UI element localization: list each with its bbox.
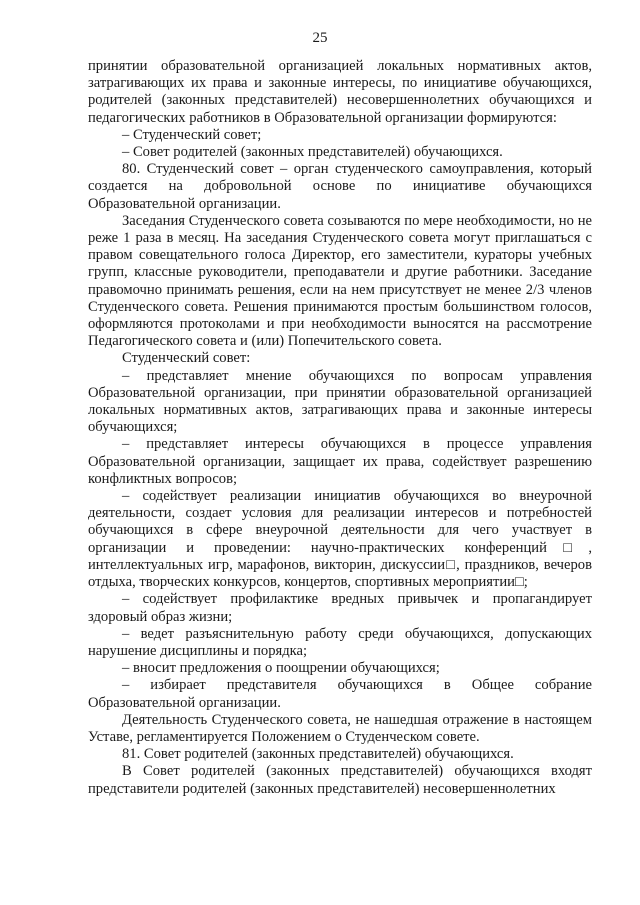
list-item: – представляет мнение обучающихся по вопросам управления Образовательной организации, при принятии образовательной организацией локальных нормативных актов, затрагивающих права и законные интересы обучающихся; [88,367,592,436]
paragraph: Студенческий совет: [122,350,251,367]
list-item: – Студенческий совет; [122,126,262,143]
section-heading: 81. Совет родителей (законных представителей) обучающихся. [122,746,514,763]
list-item: – содействует профилактике вредных привычек и пропагандирует здоровый образ жизни; [88,591,592,625]
paragraph: Заседания Студенческого совета созываются по мере необходимости, но не реже 1 раза в месяц. На заседания Студенческого совета могут приглашаться с правом совещательного голоса Директор, его заместители, кураторы учебных групп, классные руководители, преподаватели и другие работники. Заседание правомочно принимать решения, если на нем присутствует не менее 2/3 членов Студенческого совета. Решения принимаются простым большинством голосов, оформляются протоколами и при необходимости выносятся на рассмотрение Педагогического совета и (или) Попечительского совета. [88,212,592,350]
list-item: – избирает представителя обучающихся в Общее собрание Образовательной организации. [88,677,592,711]
list-item: – представляет интересы обучающихся в процессе управления Образовательной организации, защищает их права, содействует разрешению конфликтных вопросов; [88,436,592,487]
list-item: – ведет разъяснительную работу среди обучающихся, допускающих нарушение дисциплины и порядка; [88,625,592,659]
list-item: – содействует реализации инициатив обучающихся во внеурочной деятельности, создает условия для реализации интересов и потребностей обучающихся в сфере внеурочной деятельности для чего участвует в организации и проведении: научно-практических конференций□, интеллектуальных игр, марафонов, викторин, дискуссии□, праздников, вечеров отдыха, творческих конкурсов, концертов, спортивных мероприятии□; [88,488,592,591]
page-number: 25 [312,30,328,46]
document-body [88,58,592,798]
list-item: – Совет родителей (законных представителей) обучающихся. [122,144,503,161]
paragraph: Деятельность Студенческого совета, не нашедшая отражение в настоящем Уставе, регламентируется Положением о Студенческом совете. [88,711,592,745]
paragraph: В Совет родителей (законных представителей) обучающихся входят представители родителей (законных представителей) несовершеннолетних [88,763,592,797]
list-item: – вносит предложения о поощрении обучающихся; [122,660,440,677]
paragraph: 80. Студенческий совет – орган студенческого самоуправления, который создается на добровольной основе по инициативе обучающихся Образовательной организации. [88,161,592,212]
paragraph: принятии образовательной организацией локальных нормативных актов, затрагивающих их права и законные интересы, по инициативе обучающихся, родителей (законных представителей) несовершеннолетних обучающихся и педагогических работников в Образовательной организации формируются: [88,58,592,126]
